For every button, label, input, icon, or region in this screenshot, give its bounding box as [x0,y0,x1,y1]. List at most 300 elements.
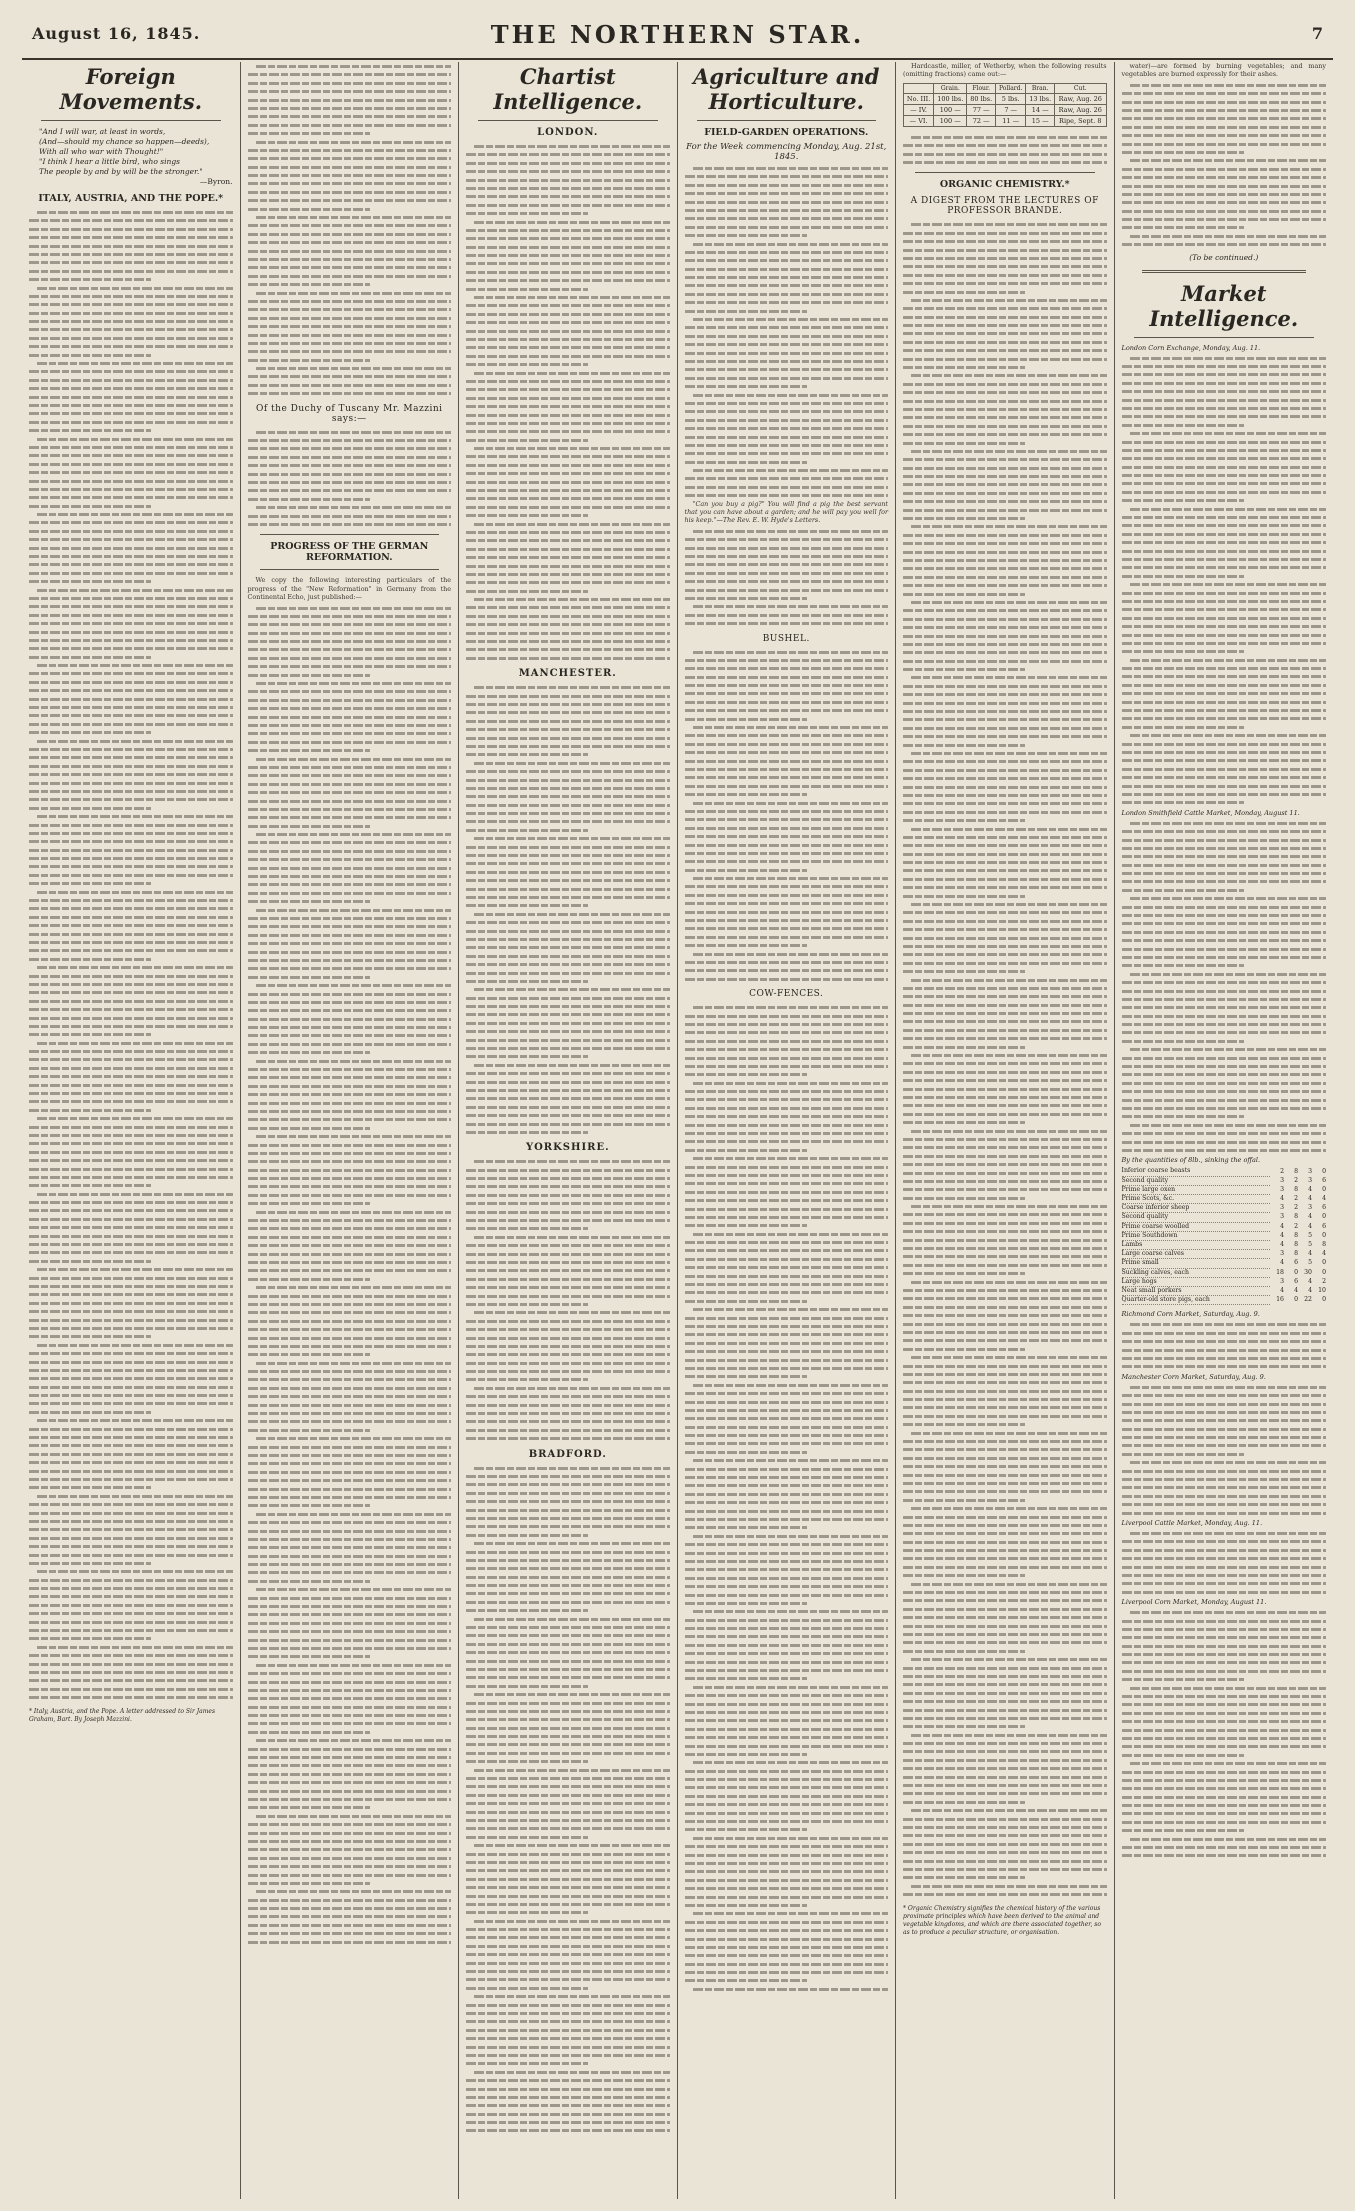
text-line [466,1258,670,1266]
text-line [1122,614,1327,622]
text-line [466,637,670,645]
text-line [1122,438,1327,446]
text-line [903,908,1107,916]
text-line [248,163,452,171]
text-line [466,1808,670,1816]
column-5 [896,62,1115,2199]
text-line [1122,605,1327,613]
text-line [1122,1700,1327,1708]
text-line [903,1554,1107,1562]
text-line [466,1699,670,1707]
text-line [248,797,452,805]
text-line [685,899,889,907]
text-line [903,590,1107,598]
text-line [903,455,1107,463]
text-line [466,1598,670,1606]
text-line [903,749,1107,757]
text-line [466,1657,670,1665]
text-line [466,1094,670,1102]
text-line [685,1758,889,1766]
text-line [1122,1546,1327,1554]
text-line [685,689,889,697]
text-line [29,1567,233,1575]
text-line [903,1613,1107,1621]
text-line [466,1342,670,1350]
text-line [685,365,889,373]
text-line [466,184,670,192]
text-line [1122,894,1327,902]
text-line [29,988,233,996]
text-line [466,1992,670,2000]
table-row: No. III. 100 lbs. 80 lbs. 5 lbs. 13 lbs. Raw, Aug. 26 [904,93,1107,104]
text-line [1122,1408,1327,1416]
chartist-london-body [466,142,670,662]
organic-chemistry-continued [1122,81,1327,249]
text-line [903,514,1107,522]
text-line [1122,1529,1327,1537]
text-line [248,1417,452,1425]
text-line [466,654,670,662]
text-line [466,402,670,410]
text-line [1122,1563,1327,1571]
text-line [903,1286,1107,1294]
price-value: 3 [1308,1176,1312,1184]
text-line [29,678,233,686]
text-line [685,1909,889,1917]
text-line [903,598,1107,606]
column-4 [678,62,897,2199]
text-line [685,1062,889,1070]
text-line [29,1316,233,1324]
text-line [466,201,670,209]
text-line [903,1664,1107,1672]
text-line [466,2126,670,2134]
text-line [248,1317,452,1325]
text-line [685,1658,889,1666]
text-line [248,520,452,528]
text-line [1122,1483,1327,1491]
text-line [1122,756,1327,764]
text-line [29,787,233,795]
text-line [466,1216,670,1224]
price-value: 0 [1322,1296,1326,1304]
text-line [1122,1400,1327,1408]
text-line [466,176,670,184]
text-line [685,1020,889,1028]
text-line [29,829,233,837]
price-label: Second quality [1122,1213,1271,1222]
text-line [1122,530,1327,538]
text-line [1122,1354,1327,1362]
text-line [248,1661,452,1669]
text-line [466,276,670,284]
text-line [685,290,889,298]
text-line [466,1749,670,1757]
text-line [29,1391,233,1399]
price-value: 4 [1308,1185,1312,1193]
text-line [1122,1337,1327,1345]
text-line [1122,1391,1327,1399]
text-line [1122,190,1327,198]
text-line [1122,1475,1327,1483]
text-line [1122,182,1327,190]
text-line [466,2017,670,2025]
text-line [903,254,1107,262]
text-line [29,913,233,921]
text-line [685,656,889,664]
text-line [248,973,452,981]
field-garden-notes [685,527,889,628]
text-line [29,267,233,275]
text-line [29,653,233,661]
organic-chemistry-subhead: A DIGEST FROM THE LECTURES OF PROFESSOR BRANDE. [910,196,1099,217]
text-line [685,611,889,619]
text-line [903,1403,1107,1411]
text-line [466,1673,670,1681]
text-line [685,866,889,874]
text-line [248,721,452,729]
text-line [685,1448,889,1456]
text-line [29,242,233,250]
text-line [466,536,670,544]
text-line [1122,903,1327,911]
text-line [248,855,452,863]
text-line [466,817,670,825]
text-line [29,309,233,317]
text-line [248,1610,452,1618]
text-line [685,1255,889,1263]
text-line [466,1334,670,1342]
text-line [466,1866,670,1874]
text-line [248,297,452,305]
text-line [466,692,670,700]
text-line [685,1549,889,1557]
text-line [1122,1012,1327,1020]
text-line [1122,731,1327,739]
text-line [29,1290,233,1298]
text-line [685,1414,889,1422]
text-line [903,1504,1107,1512]
text-line [903,1311,1107,1319]
price-value: 6 [1322,1222,1326,1230]
text-line [248,738,452,746]
price-value: 2 [1294,1194,1298,1202]
text-line [903,715,1107,723]
text-line [466,1464,670,1472]
price-value: 8 [1294,1250,1298,1258]
text-line [29,1005,233,1013]
text-line [466,1010,670,1018]
text-line [248,1367,452,1375]
text-line [248,1216,452,1224]
text-line [29,334,233,342]
text-line [1122,740,1327,748]
text-line [1122,1650,1327,1658]
text-line [685,1423,889,1431]
text-line [903,1882,1107,1890]
text-line [903,1806,1107,1814]
text-line [466,1564,670,1572]
text-line [903,1848,1107,1856]
text-line [29,1676,233,1684]
text-line [685,874,889,882]
price-value: 3 [1280,1204,1284,1212]
text-line [685,1129,889,1137]
text-line [1122,1726,1327,1734]
text-line [248,104,452,112]
text-line [29,1576,233,1584]
text-line [903,1395,1107,1403]
text-line [685,594,889,602]
text-line [685,223,889,231]
text-line [685,1893,889,1901]
text-line [466,503,670,511]
text-line [466,1375,670,1383]
text-line [685,424,889,432]
market-manchester-corn: Manchester Corn Market, Saturday, Aug. 9. [1121,1372,1266,1381]
text-line [1122,89,1327,97]
text-line [903,1571,1107,1579]
text-line [466,918,670,926]
text-line [29,669,233,677]
text-line [29,552,233,560]
text-line [466,259,670,267]
text-line [466,843,670,851]
text-line [1122,647,1327,655]
text-line [903,422,1107,430]
text-line [1122,1121,1327,1129]
price-value: 6 [1322,1176,1326,1184]
chartist-bradford-body [466,1464,670,2135]
text-line [903,1739,1107,1747]
text-line [248,1535,452,1543]
text-line [466,1522,670,1530]
text-line [466,369,670,377]
text-line [29,1081,233,1089]
text-line [903,1706,1107,1714]
price-value: 4 [1280,1194,1284,1202]
text-line [903,833,1107,841]
text-line [29,904,233,912]
text-line [466,1308,670,1316]
text-line [903,430,1107,438]
text-line [466,2068,670,2076]
text-line [685,841,889,849]
text-line [248,1761,452,1769]
text-line [685,950,889,958]
text-line [29,1097,233,1105]
text-line [466,1250,670,1258]
text-line [466,1850,670,1858]
text-line [466,452,670,460]
text-line [685,1792,889,1800]
text-line [685,164,889,172]
text-line [29,1441,233,1449]
text-line [903,1605,1107,1613]
text-line [1122,1776,1327,1784]
text-line [685,256,889,264]
text-line [903,1336,1107,1344]
text-line [685,1716,889,1724]
text-line [248,981,452,989]
text-line [29,1349,233,1357]
text-line [29,955,233,963]
text-line [248,1409,452,1417]
price-value: 2 [1294,1204,1298,1212]
text-line [466,734,670,742]
text-line [903,1513,1107,1521]
price-row [1122,1167,1327,1176]
price-value: 4 [1308,1250,1312,1258]
text-line [1122,165,1327,173]
text-line [248,1636,452,1644]
text-line [466,218,670,226]
text-line [903,158,1107,166]
text-line [685,1742,889,1750]
text-line [685,1171,889,1179]
text-line [248,238,452,246]
text-line [1122,836,1327,844]
text-line [685,1439,889,1447]
text-line [685,433,889,441]
text-line [466,1199,670,1207]
text-line [466,985,670,993]
text-line [29,393,233,401]
text-line [466,385,670,393]
text-line [903,1445,1107,1453]
text-line [1122,1104,1327,1112]
text-line [903,1437,1107,1445]
text-line [29,477,233,485]
price-value: 4 [1308,1194,1312,1202]
text-line [466,1917,670,1925]
text-line [903,220,1107,228]
text-line [685,248,889,256]
text-line [685,1809,889,1817]
text-line [685,1490,889,1498]
text-line [29,527,233,535]
text-line [903,741,1107,749]
text-line [29,938,233,946]
text-line [685,857,889,865]
text-line [248,1233,452,1241]
text-line [903,875,1107,883]
text-line [29,1324,233,1332]
text-line [903,984,1107,992]
text-line [248,1258,452,1266]
text-line [248,1099,452,1107]
text-line [248,1871,452,1879]
text-line [903,1244,1107,1252]
text-line [1122,1642,1327,1650]
text-line [466,1002,670,1010]
text-line [685,882,889,890]
text-line [685,1666,889,1674]
text-line [466,1950,670,1958]
text-line [466,1883,670,1891]
text-line [29,1358,233,1366]
text-line [903,967,1107,975]
price-label: Suckling calves, each [1122,1268,1271,1277]
text-line [1122,370,1327,378]
text-line [29,1139,233,1147]
text-line [1122,421,1327,429]
text-line [29,602,233,610]
text-line [903,1454,1107,1462]
text-line [248,1921,452,1929]
text-line [903,1823,1107,1831]
text-line [903,1496,1107,1504]
text-line [29,862,233,870]
text-line [466,150,670,158]
text-line [1122,1633,1327,1641]
text-line [903,1680,1107,1688]
text-line [685,1976,889,1984]
article-italy-footnote: * Italy, Austria, and the Pope. A letter addressed to Sir James Graham, Bart. By Joseph Mazzini. [29,1707,216,1723]
text-line [248,788,452,796]
market-london-corn: London Corn Exchange, Monday, Aug. 11. [1121,343,1261,352]
text-line [248,314,452,322]
text-line [29,225,233,233]
text-line [903,724,1107,732]
price-value: 2 [1294,1222,1298,1230]
text-line [903,464,1107,472]
text-line [685,382,889,390]
text-line [248,1065,452,1073]
text-line [903,657,1107,665]
text-line [466,1774,670,1782]
market-liverpool-corn: Liverpool Corn Market, Monday, August 11. [1121,1598,1267,1607]
text-line [466,1648,670,1656]
text-line [466,251,670,259]
price-row [1122,1286,1327,1295]
text-line [29,460,233,468]
text-line [29,946,233,954]
text-line [1122,1416,1327,1424]
text-line [466,494,670,502]
text-line [466,1224,670,1232]
organic-chemistry-footnote: * Organic Chemistry signifies the chemical history of the various proximate principles which have been derived to the animal and vegetable kingdoms, and which are there associated together, so as to produce a peculiar structure, or organisation. [903,1904,1101,1936]
text-line [466,545,670,553]
text-line [29,720,233,728]
text-line [685,1498,889,1506]
text-line [903,1831,1107,1839]
text-line [685,1599,889,1607]
text-line [29,409,233,417]
price-label: Prime small [1122,1259,1271,1268]
text-line [466,2085,670,2093]
text-line [248,1182,452,1190]
text-line [466,1044,670,1052]
market-smithfield-cattle: London Smithfield Cattle Market, Monday, August 11. [1121,808,1300,817]
text-line [466,776,670,784]
text-line [29,644,233,652]
text-line [903,556,1107,564]
text-line [29,871,233,879]
text-line [466,1959,670,1967]
text-line [29,1198,233,1206]
text-line [466,1078,670,1086]
text-line [685,1725,889,1733]
text-line [29,1601,233,1609]
text-line [685,740,889,748]
market-liverpool-cattle: Liverpool Cattle Market, Monday, Aug. 11. [1121,1518,1263,1527]
text-line [466,1581,670,1589]
text-line [903,1160,1107,1168]
text-line [685,1532,889,1540]
text-line [685,723,889,731]
text-line [466,377,670,385]
